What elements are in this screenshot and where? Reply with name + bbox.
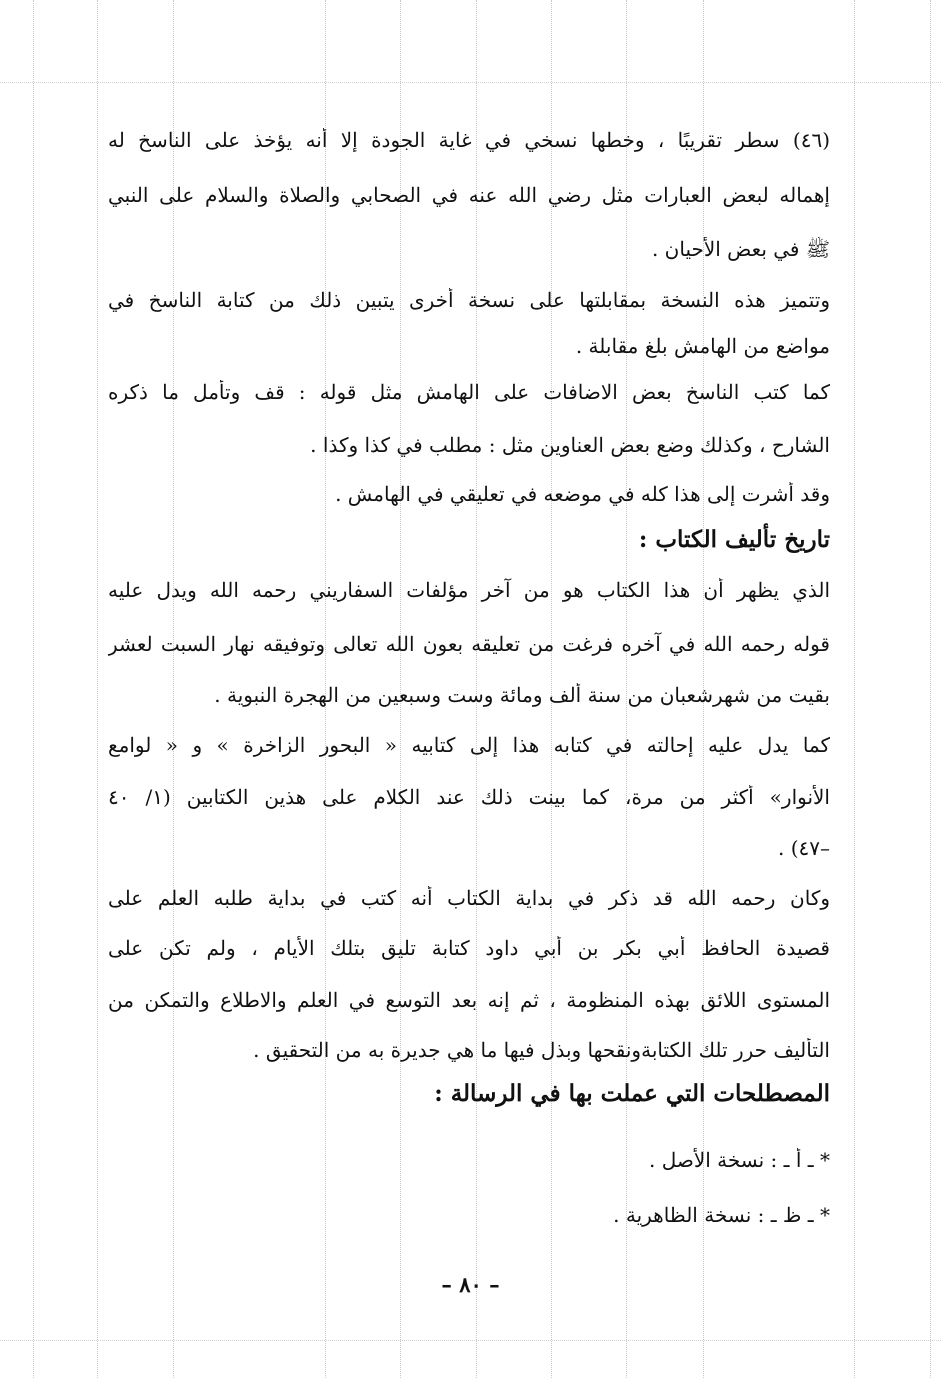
text-line: كما كتب الناسخ بعض الاضافات على الهامش مثل قوله : قف وتأمل ما ذكره xyxy=(108,380,830,404)
text-line: الأنوار» أكثر من مرة، كما بينت ذلك عند الكلام على هذين الكتابين (١/ ٤٠ xyxy=(108,785,830,809)
text-line: المستوى اللائق بهذه المنظومة ، ثم إنه بعد التوسع في العلم والاطلاع والتمكن من xyxy=(108,988,830,1012)
text-line: وكان رحمه الله قد ذكر في بداية الكتاب أنه كتب في بداية طلبه العلم على xyxy=(108,886,830,910)
body-text xyxy=(108,0,830,1378)
term-item: * ـ ظ ـ : نسخة الظاهرية . xyxy=(613,1203,830,1227)
section-heading: المصطلحات التي عملت بها في الرسالة : xyxy=(434,1080,830,1107)
text-line: وتتميز هذه النسخة بمقابلتها على نسخة أخرى يتبين ذلك من كتابة الناسخ في xyxy=(108,288,830,312)
guide-line xyxy=(930,0,931,1378)
section-heading: تاريخ تأليف الكتاب : xyxy=(638,526,830,553)
text-line: التأليف حرر تلك الكتابةونقحها وبذل فيها ما هي جديرة به من التحقيق . xyxy=(253,1038,830,1062)
guide-line xyxy=(854,0,855,1378)
text-line: وقد أشرت إلى هذا كله في موضعه في تعليقي في الهامش . xyxy=(335,482,830,506)
text-line: بقيت من شهرشعبان من سنة ألف ومائة وست وسبعين من الهجرة النبوية . xyxy=(214,683,830,707)
page-number: – ٨٠ – xyxy=(441,1272,500,1297)
term-item: * ـ أ ـ : نسخة الأصل . xyxy=(648,1148,830,1172)
text-line: ﷺ في بعض الأحيان . xyxy=(651,237,830,261)
text-line: قصيدة الحافظ أبي بكر بن أبي داود كتابة تليق بتلك الأيام ، ولم تكن على xyxy=(108,936,830,960)
text-line: إهماله لبعض العبارات مثل رضي الله عنه في الصحابي والصلاة والسلام على النبي xyxy=(108,183,830,207)
text-line: الشارح ، وكذلك وضع بعض العناوين مثل : مطلب في كذا وكذا . xyxy=(310,433,830,457)
text-line: كما يدل عليه إحالته في كتابه هذا إلى كتابيه « البحور الزاخرة » و « لوامع xyxy=(108,733,830,757)
text-line: (٤٦) سطر تقريبًا ، وخطها نسخي في غاية الجودة إلا أنه يؤخذ على الناسخ له xyxy=(108,128,830,152)
text-line: –٤٧) . xyxy=(777,836,830,860)
text-line: مواضع من الهامش بلغ مقابلة . xyxy=(575,334,830,358)
text-line: الذي يظهر أن هذا الكتاب هو من آخر مؤلفات السفاريني رحمه الله ويدل عليه xyxy=(108,578,830,602)
guide-line xyxy=(97,0,98,1378)
guide-line xyxy=(33,0,34,1378)
text-line: قوله رحمه الله في آخره فرغت من تعليقه بعون الله تعالى وتوفيقه نهار السبت لعشر xyxy=(108,632,830,656)
